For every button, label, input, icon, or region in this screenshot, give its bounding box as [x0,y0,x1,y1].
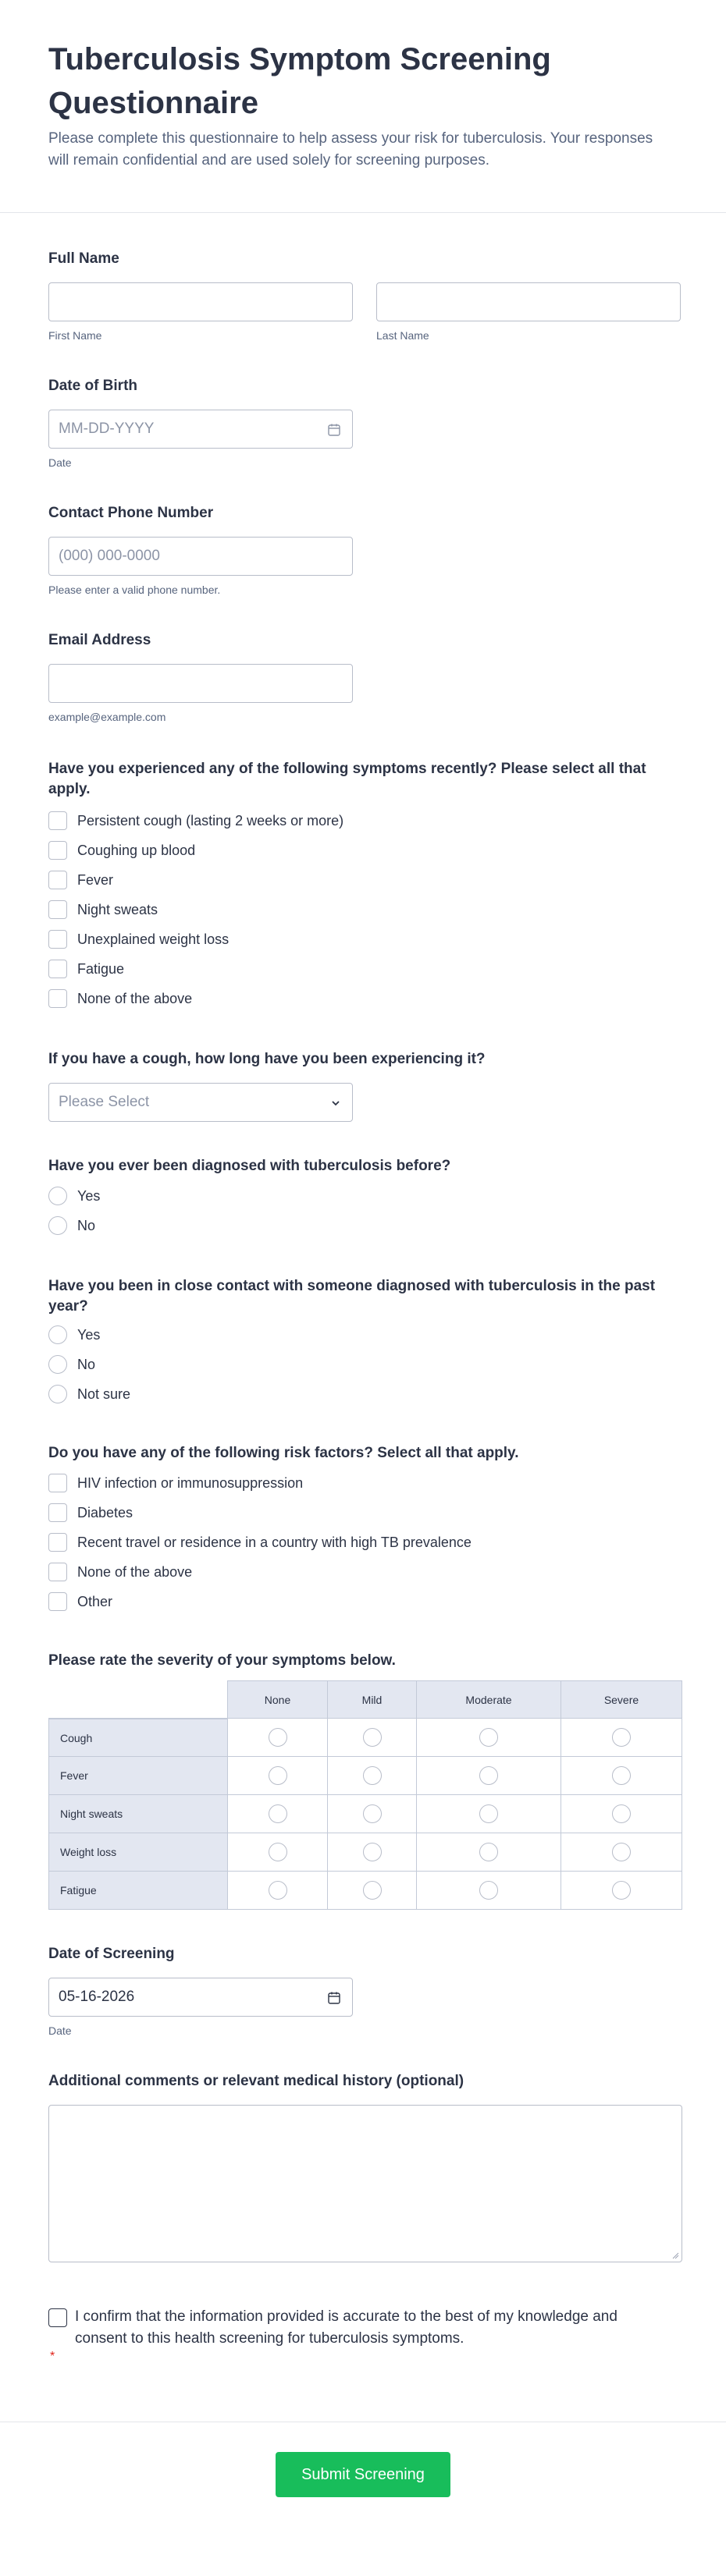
matrix-radio[interactable] [479,1728,498,1747]
risk-option[interactable] [48,1587,682,1616]
matrix-radio[interactable] [269,1804,287,1823]
contact-option[interactable] [48,1379,682,1409]
matrix-radio[interactable] [479,1843,498,1861]
matrix-row [48,1795,682,1833]
matrix-radio[interactable] [363,1728,382,1747]
screening-date-sublabel: Date [48,2024,72,2037]
page-title: Tuberculosis Symptom Screening Questionnaire [48,42,551,120]
matrix-row [48,1833,682,1872]
matrix-radio[interactable] [269,1766,287,1785]
last-name-sublabel: Last Name [376,329,429,342]
matrix-column-header: Mild [328,1680,417,1719]
diagnosed-label: Have you ever been diagnosed with tuberculosis before? [48,1158,451,1174]
phone-label: Contact Phone Number [48,505,214,521]
option-label: Diabetes [77,1504,133,1520]
form-footer [0,2422,726,2539]
matrix-row-label: Cough [48,1719,228,1757]
matrix-row-label: Fever [48,1757,228,1795]
option-label: No [77,1356,96,1372]
option-label: None of the above [77,1563,193,1580]
symptom-option[interactable] [48,984,682,1013]
calendar-icon[interactable] [327,423,341,437]
consent-checkbox[interactable] [48,2308,67,2327]
submit-button[interactable]: Submit Screening [276,2452,450,2497]
checkbox[interactable] [48,1474,67,1492]
symptom-option[interactable] [48,865,682,895]
contact-option[interactable] [48,1320,682,1350]
symptoms-label: Have you experienced any of the following symptoms recently? Please select all that apply. [48,761,646,797]
full-name-section [48,250,682,342]
comments-label: Additional comments or relevant medical history (optional) [48,2073,464,2089]
matrix-row [48,1757,682,1795]
page-subtitle: Please complete this questionnaire to help assess your risk for tuberculosis. Your responses will remain confidential and are used solely for screening purposes. [48,130,653,169]
dob-input[interactable] [48,410,353,449]
matrix-radio[interactable] [612,1843,631,1861]
radio[interactable] [48,1355,67,1374]
matrix-radio[interactable] [363,1843,382,1861]
matrix-radio[interactable] [479,1804,498,1823]
matrix-radio[interactable] [612,1766,631,1785]
full-name-label: Full Name [48,250,119,267]
matrix-radio[interactable] [363,1766,382,1785]
cough-duration-section [48,1051,682,1122]
screening-form [0,250,726,2364]
form-header [0,0,726,213]
consent-section [48,2306,682,2364]
symptom-option[interactable] [48,806,682,836]
matrix-radio[interactable] [269,1843,287,1861]
risk-option[interactable] [48,1557,682,1587]
dob-section [48,378,682,469]
risk-factors-label: Do you have any of the following risk factors? Select all that apply. [48,1445,519,1461]
matrix-radio[interactable] [612,1728,631,1747]
dob-label: Date of Birth [48,378,137,394]
email-sublabel: example@example.com [48,711,166,723]
symptom-option[interactable] [48,954,682,984]
matrix-row-label: Weight loss [48,1833,228,1872]
last-name-input[interactable] [376,282,681,321]
matrix-corner [48,1680,228,1719]
radio[interactable] [48,1216,67,1235]
option-label: Fatigue [77,960,125,977]
diagnosed-section [48,1158,682,1240]
dob-placeholder: MM-DD-YYYY [59,420,155,437]
matrix-row [48,1872,682,1910]
first-name-input[interactable] [48,282,353,321]
option-label: Yes [77,1326,101,1343]
option-label: HIV infection or immunosuppression [77,1474,304,1491]
risk-factors-section [48,1445,682,1616]
risk-option[interactable] [48,1468,682,1498]
chevron-down-icon [329,1096,343,1110]
matrix-radio[interactable] [269,1881,287,1900]
matrix-row-label: Night sweats [48,1795,228,1833]
option-label: Fever [77,871,114,888]
phone-placeholder: (000) 000-0000 [59,548,160,564]
option-label: Coughing up blood [77,842,196,858]
checkbox[interactable] [48,1503,67,1522]
checkbox[interactable] [48,1563,67,1581]
checkbox[interactable] [48,1533,67,1552]
risk-option[interactable] [48,1528,682,1557]
option-label: Not sure [77,1386,131,1402]
comments-section [48,2073,682,2262]
symptom-option[interactable] [48,895,682,924]
comments-textarea[interactable] [48,2105,682,2262]
radio[interactable] [48,1385,67,1403]
checkbox[interactable] [48,900,67,919]
option-label: None of the above [77,990,193,1006]
consent-text: I confirm that the information provided is accurate to the best of my knowledge and consent to this health screening for tuberculosis symptoms. [75,2308,617,2347]
required-indicator: * [50,2350,55,2363]
select-value: Please Select [59,1094,150,1110]
option-label: Yes [77,1187,101,1204]
checkbox[interactable] [48,960,67,978]
matrix-column-header: Moderate [417,1680,561,1719]
matrix-radio[interactable] [479,1766,498,1785]
option-label: Persistent cough (lasting 2 weeks or more) [77,812,344,829]
matrix-radio[interactable] [612,1881,631,1900]
symptoms-section [48,759,682,1013]
matrix-radio[interactable] [363,1881,382,1900]
screening-date-label: Date of Screening [48,1946,175,1962]
checkbox[interactable] [48,871,67,889]
radio[interactable] [48,1325,67,1344]
first-name-sublabel: First Name [48,329,102,342]
severity-matrix [48,1680,682,1910]
matrix-radio[interactable] [479,1881,498,1900]
checkbox[interactable] [48,1592,67,1611]
radio[interactable] [48,1187,67,1205]
severity-label: Please rate the severity of your symptoms below. [48,1652,396,1669]
matrix-row [48,1719,682,1757]
email-section [48,632,682,723]
matrix-radio[interactable] [269,1728,287,1747]
option-label: Recent travel or residence in a country with high TB prevalence [77,1534,472,1550]
option-label: Night sweats [77,901,158,917]
checkbox[interactable] [48,841,67,860]
matrix-column-header: None [228,1680,328,1719]
diagnosed-option[interactable] [48,1181,682,1211]
option-label: No [77,1217,96,1233]
screening-date-value: 05-16-2026 [59,1989,135,2005]
contact-section [48,1276,682,1409]
symptom-option[interactable] [48,836,682,865]
cough-duration-select[interactable] [48,1083,353,1122]
consent-checkbox-row[interactable] [48,2306,642,2350]
contact-option[interactable] [48,1350,682,1379]
symptom-option[interactable] [48,924,682,954]
phone-input[interactable] [48,537,353,576]
checkbox[interactable] [48,989,67,1008]
option-label: Other [77,1593,113,1609]
option-label: Unexplained weight loss [77,931,230,947]
phone-sublabel: Please enter a valid phone number. [48,584,221,596]
cough-duration-label: If you have a cough, how long have you been experiencing it? [48,1051,486,1067]
severity-section [48,1652,682,1910]
matrix-radio[interactable] [363,1804,382,1823]
contact-label: Have you been in close contact with someone diagnosed with tuberculosis in the past year? [48,1278,656,1315]
risk-option[interactable] [48,1498,682,1528]
email-label: Email Address [48,632,151,648]
dob-sublabel: Date [48,456,72,469]
diagnosed-option[interactable] [48,1211,682,1240]
matrix-row-label: Fatigue [48,1872,228,1910]
matrix-column-header: Severe [561,1680,682,1719]
email-input[interactable] [48,664,353,703]
screening-date-section [48,1946,682,2037]
phone-section [48,505,682,596]
checkbox[interactable] [48,930,67,949]
resize-grip-icon[interactable] [671,2251,679,2259]
screening-date-input[interactable] [48,1978,353,2017]
checkbox[interactable] [48,811,67,830]
calendar-icon[interactable] [327,1991,341,2005]
matrix-radio[interactable] [612,1804,631,1823]
